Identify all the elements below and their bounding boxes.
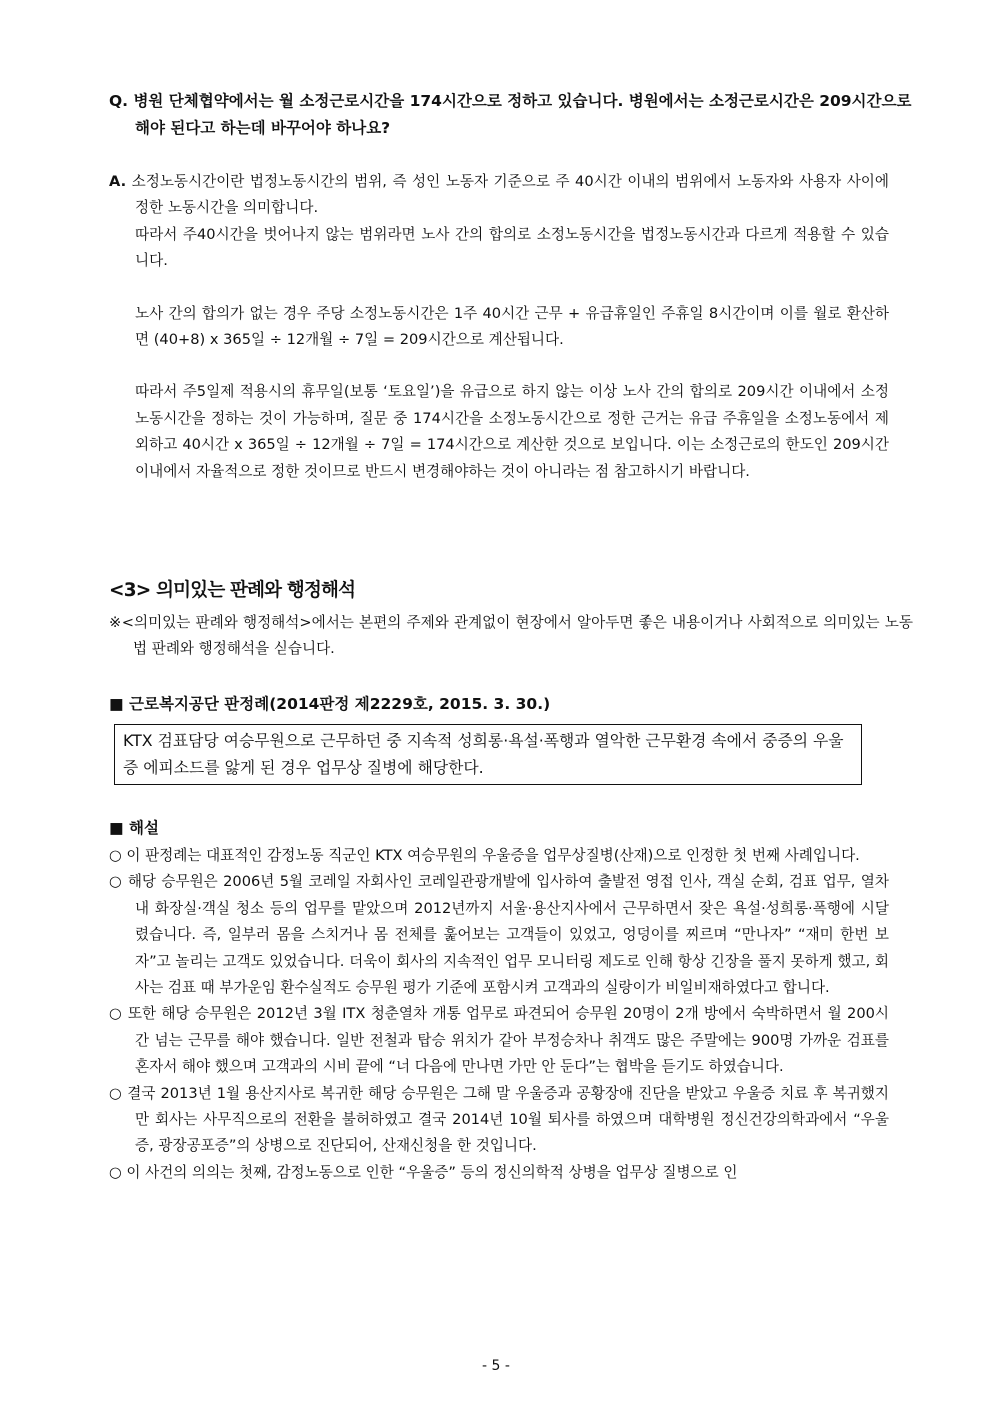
commentary-heading: ■ 해설 [109, 819, 159, 837]
page-number: - 5 - [482, 1358, 510, 1374]
commentary-item: ○ 이 판정례는 대표적인 감정노동 직군인 KTX 여승무원의 우울증을 업무상질병(산재)으로 인정한 첫 번째 사례입니다. [109, 847, 860, 864]
case-heading: ■ 근로복지공단 판정례(2014판정 제2229호, 2015. 3. 30.) [109, 695, 551, 713]
commentary-list [109, 843, 889, 1186]
commentary-item: ○ 이 사건의 의의는 첫째, 감정노동으로 인한 “우울증” 등의 정신의학적 상병을 업무상 질병으로 인 [109, 1163, 738, 1181]
question-text: Q. 병원 단체협약에서는 월 소정근로시간을 174시간으로 정하고 있습니다. 병원에서는 소정근로시간은 209시간으로 해야 된다고 하는데 바꾸어야 하나요? [109, 92, 912, 137]
answer-block [109, 169, 889, 485]
answer-mark: A. [109, 173, 127, 190]
commentary-item: ○ 결국 2013년 1월 용산지사로 복귀한 해당 승무원은 그해 말 우울증과 공황장애 진단을 받았고 우울증 치료 후 복귀했지만 회사는 사무직으로의 전환을 불허하였고 결국 2014년 10월 퇴사를 하였으며 대학병원 정신건강의학과에서 “우울증, 광장공포증”의 상병으로 진단되어, 산재신청을 한 것입니다. [109, 1084, 889, 1155]
section-note: ※<의미있는 판례와 행정해석>에서는 본편의 주제와 관계없이 현장에서 알아두면 좋은 내용이거나 사회적으로 의미있는 노동법 판례와 행정해석을 싣습니다. [109, 614, 913, 658]
answer-paragraph-1: 소정노동시간이란 법정노동시간의 범위, 즉 성인 노동자 기준으로 주 40시간 이내의 범위에서 노동자와 사용자 사이에 정한 노동시간을 의미합니다. [131, 173, 890, 217]
answer-paragraph-3: 노사 간의 합의가 없는 경우 주당 소정노동시간은 1주 40시간 근무 + 유급휴일인 주휴일 8시간이며 이를 월로 환산하면 (40+8) x 365일 ÷ 12개월 ÷ 7일 = 209시간으로 계산됩니다. [135, 304, 889, 349]
commentary-item: ○ 해당 승무원은 2006년 5월 코레일 자회사인 코레일관광개발에 입사하여 출발전 영접 인사, 객실 순회, 검표 업무, 열차 내 화장실·객실 청소 등의 업무를 맡았으며 2012년까지 서울·용산지사에서 근무하면서 잦은 욕설·성희롱·폭행에 시달렸습니다. 즉, 일부러 몸을 스치거나 몸 전체를 훑어보는 고객들이 있었고, 엉덩이를 찌르며 “만나자” “재미 한번 보자”고 놀리는 고객도 있었습니다. 더욱이 회사의 지속적인 업무 모니터링 제도로 인해 항상 긴장을 풀지 못하게 했고, 회사는 검표 때 부가운임 환수실적도 승무원 평가 기준에 포함시켜 고객과의 실랑이가 비일비재하였다고 합니다. [109, 873, 889, 997]
case-summary-box: KTX 검표담당 여승무원으로 근무하던 중 지속적 성희롱·욕설·폭행과 열악한 근무환경 속에서 중증의 우울증 에피소드를 앓게 된 경우 업무상 질병에 해당한다. [114, 724, 862, 785]
section-title: <3> 의미있는 판례와 행정해석 [109, 580, 356, 601]
answer-paragraph-2: 따라서 주40시간을 벗어나지 않는 범위라면 노사 간의 합의로 소정노동시간을 법정노동시간과 다르게 적용할 수 있습니다. [135, 225, 889, 270]
answer-paragraph-4: 따라서 주5일제 적용시의 휴무일(보통 ‘토요일’)을 유급으로 하지 않는 이상 노사 간의 합의로 209시간 이내에서 소정노동시간을 정하는 것이 가능하며, 질문 중 174시간을 소정노동시간으로 정한 근거는 유급 주휴일을 소정노동에서 제외하고 40시간 x 365일 ÷ 12개월 ÷ 7일 = 174시간으로 계산한 것으로 보입니다. 이는 소정근로의 한도인 209시간이내에서 자율적으로 정한 것이므로 반드시 변경해야하는 것이 아니라는 점 참고하시기 바랍니다. [135, 383, 889, 480]
commentary-item: ○ 또한 해당 승무원은 2012년 3월 ITX 청춘열차 개통 업무로 파견되어 승무원 20명이 2개 방에서 숙박하면서 월 200시간 넘는 근무를 해야 했습니다. 일반 전철과 탑승 위치가 같아 부정승차나 취객도 많은 주말에는 900명 가까운 검표를 혼자서 해야 했으며 고객과의 시비 끝에 “너 다음에 만나면 가만 안 둔다”는 협박을 듣기도 하였습니다. [109, 1005, 889, 1076]
